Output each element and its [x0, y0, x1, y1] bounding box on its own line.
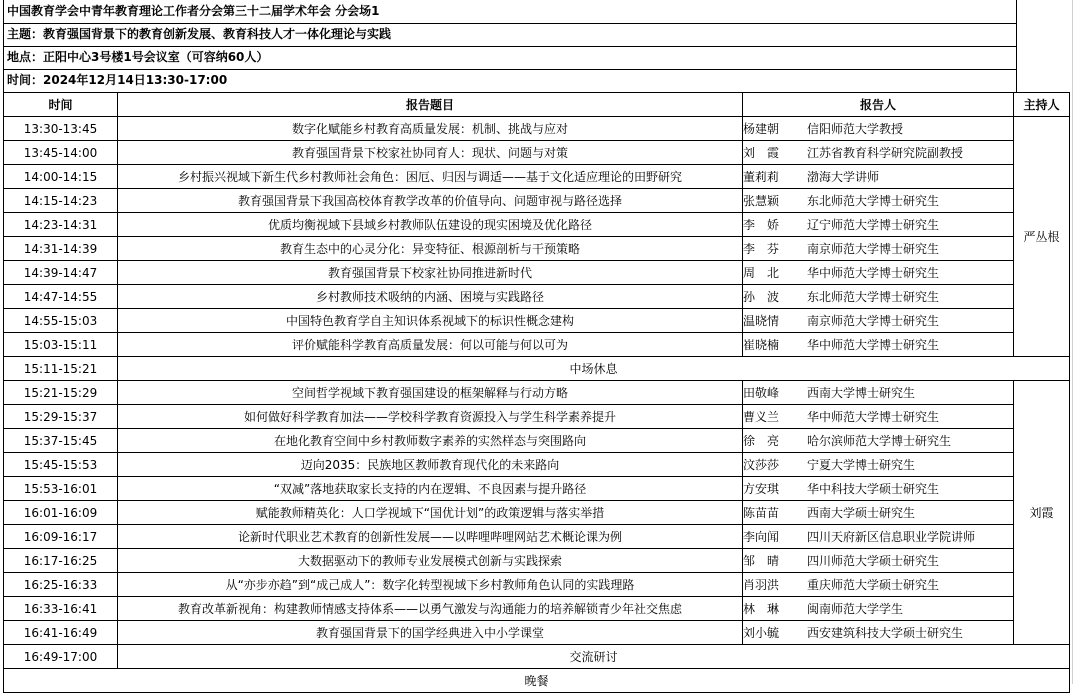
speaker-name: 张慧颖: [743, 193, 780, 208]
table-row: [4, 501, 1070, 525]
speaker-name: 方安琪: [743, 481, 780, 496]
report-title: 赋能教师精英化：人口学视域下“国优计划”的政策逻辑与落实举措: [118, 501, 743, 525]
session-time: 15:45-15:53: [4, 453, 118, 477]
speaker-affiliation: 南京师范大学博士研究生: [807, 313, 940, 328]
speaker-name: 董莉莉: [743, 169, 780, 184]
table-row: [4, 117, 1070, 141]
report-title: 乡村教师技术吸纳的内涵、困境与实践路径: [118, 285, 743, 309]
speaker-affiliation: 渤海大学讲师: [807, 169, 880, 184]
speaker-cell: [743, 453, 1014, 477]
column-header-topic: 报告题目: [118, 93, 743, 117]
table-row: [4, 453, 1070, 477]
session-time: 15:03-15:11: [4, 333, 118, 357]
speaker-name: 汶莎莎: [743, 457, 780, 472]
speaker-cell: [743, 429, 1014, 453]
table-row: [4, 333, 1070, 357]
border-left: [3, 0, 4, 92]
speaker-name: 崔晓楠: [743, 337, 780, 352]
speaker-name: 田敬峰: [743, 385, 780, 400]
report-title: 教育强国背景下校家社协同育人：现状、问题与对策: [118, 141, 743, 165]
column-header-host: 主持人: [1014, 93, 1070, 117]
table-row: [4, 237, 1070, 261]
session-time: 14:39-14:47: [4, 261, 118, 285]
location-line: 地点：正阳中心3号楼1号会议室（可容纳60人）: [7, 50, 269, 64]
speaker-affiliation: 东北师范大学博士研究生: [807, 193, 940, 208]
table-row: [4, 381, 1070, 405]
speaker-name: 李 芬: [743, 241, 780, 256]
session-time: 16:33-16:41: [4, 597, 118, 621]
session-host: 严丛根: [1014, 117, 1070, 357]
session-time: 15:37-15:45: [4, 429, 118, 453]
speaker-name: 孙 波: [743, 289, 780, 304]
table-row: [4, 405, 1070, 429]
speaker-cell: [743, 141, 1014, 165]
session-time: 14:15-14:23: [4, 189, 118, 213]
speaker-affiliation: 西南大学硕士研究生: [807, 505, 916, 520]
discussion-time: 16:49-17:00: [4, 645, 118, 669]
table-row: [4, 597, 1070, 621]
report-title: 教育强国背景下的国学经典进入中小学课堂: [118, 621, 743, 645]
break-time: 15:11-15:21: [4, 357, 118, 381]
speaker-name: 刘 霞: [743, 145, 780, 160]
report-title: 空间哲学视域下教育强国建设的框架解释与行动方略: [118, 381, 743, 405]
table-row: [4, 477, 1070, 501]
column-gridline: [1072, 0, 1073, 684]
speaker-name: 刘小毓: [743, 625, 780, 640]
report-title: 在地化教育空间中乡村教师数字素养的实然样态与突围路向: [118, 429, 743, 453]
speaker-cell: [743, 117, 1014, 141]
session-time: 13:30-13:45: [4, 117, 118, 141]
speaker-cell: [743, 405, 1014, 429]
table-row: [4, 141, 1070, 165]
speaker-affiliation: 闽南师范大学学生: [807, 601, 904, 616]
speaker-cell: [743, 381, 1014, 405]
speaker-affiliation: 东北师范大学博士研究生: [807, 289, 940, 304]
table-header-row: [4, 93, 1070, 117]
theme-line: 主题：教育强国背景下的教育创新发展、教育科技人才一体化理论与实践: [7, 27, 392, 41]
speaker-cell: [743, 477, 1014, 501]
report-title: 数字化赋能乡村教育高质量发展：机制、挑战与应对: [118, 117, 743, 141]
speaker-affiliation: 宁夏大学博士研究生: [807, 457, 916, 472]
speaker-affiliation: 华中师范大学博士研究生: [807, 409, 940, 424]
speaker-name: 周 北: [743, 265, 780, 280]
report-title: 大数据驱动下的教师专业发展模式创新与实践探索: [118, 549, 743, 573]
speaker-affiliation: 西南大学博士研究生: [807, 385, 916, 400]
speaker-name: 杨建朝: [743, 121, 780, 136]
dinner-row: [4, 669, 1070, 693]
report-title: 教育强国背景下我国高校体育教学改革的价值导向、问题审视与路径选择: [118, 189, 743, 213]
speaker-cell: [743, 237, 1014, 261]
speaker-name: 肖羽洪: [743, 577, 780, 592]
session-time: 13:45-14:00: [4, 141, 118, 165]
session-time: 16:25-16:33: [4, 573, 118, 597]
session-time: 16:01-16:09: [4, 501, 118, 525]
table-row: [4, 429, 1070, 453]
speaker-cell: [743, 597, 1014, 621]
speaker-cell: [743, 165, 1014, 189]
session-time: 16:17-16:25: [4, 549, 118, 573]
break-label: 中场休息: [118, 357, 1070, 381]
speaker-name: 曹义兰: [743, 409, 780, 424]
report-title: 中国特色教育学自主知识体系视域下的标识性概念建构: [118, 309, 743, 333]
report-title: 教育生态中的心灵分化：异变特征、根源剖析与干预策略: [118, 237, 743, 261]
speaker-affiliation: 华中师范大学博士研究生: [807, 265, 940, 280]
table-row: [4, 549, 1070, 573]
speaker-name: 邹 晴: [743, 553, 780, 568]
table-row: [4, 189, 1070, 213]
table-row: [4, 573, 1070, 597]
speaker-name: 温晓情: [743, 313, 780, 328]
speaker-affiliation: 四川师范大学硕士研究生: [807, 553, 940, 568]
session-time: 15:21-15:29: [4, 381, 118, 405]
discussion-label: 交流研讨: [118, 645, 1070, 669]
discussion-row: [4, 645, 1070, 669]
session-host: 刘霞: [1014, 381, 1070, 645]
speaker-name: 陈苗苗: [743, 505, 780, 520]
time-line: 时间：2024年12月14日13:30-17:00: [7, 73, 228, 87]
report-title: 优质均衡视域下县域乡村教师队伍建设的现实困境及优化路径: [118, 213, 743, 237]
report-title: 从“亦步亦趋”到“成己成人”：数字化转型视域下乡村教师角色认同的实践理路: [118, 573, 743, 597]
session-time: 15:29-15:37: [4, 405, 118, 429]
session-time: 16:09-16:17: [4, 525, 118, 549]
speaker-cell: [743, 525, 1014, 549]
report-title: 教育强国背景下校家社协同推进新时代: [118, 261, 743, 285]
session-time: 14:23-14:31: [4, 213, 118, 237]
speaker-name: 李 娇: [743, 217, 780, 232]
speaker-affiliation: 华中科技大学硕士研究生: [807, 481, 940, 496]
table-row: [4, 285, 1070, 309]
border-right: [1016, 0, 1017, 92]
speaker-name: 林 琳: [743, 601, 780, 616]
speaker-cell: [743, 309, 1014, 333]
speaker-affiliation: 西安建筑科技大学硕士研究生: [807, 625, 964, 640]
speaker-cell: [743, 213, 1014, 237]
speaker-affiliation: 信阳师范大学教授: [807, 121, 904, 136]
session-time: 14:31-14:39: [4, 237, 118, 261]
report-title: 迈向2035：民族地区教师教育现代化的未来路向: [118, 453, 743, 477]
speaker-cell: [743, 621, 1014, 645]
session-time: 14:00-14:15: [4, 165, 118, 189]
speaker-cell: [743, 189, 1014, 213]
report-title: 如何做好科学教育加法——学校科学教育资源投入与学生科学素养提升: [118, 405, 743, 429]
session-time: 15:53-16:01: [4, 477, 118, 501]
table-row: [4, 261, 1070, 285]
table-row: [4, 309, 1070, 333]
speaker-affiliation: 哈尔滨师范大学博士研究生: [807, 433, 952, 448]
report-title: 评价赋能科学教育高质量发展：何以可能与何以可为: [118, 333, 743, 357]
speaker-affiliation: 南京师范大学博士研究生: [807, 241, 940, 256]
speaker-affiliation: 四川天府新区信息职业学院讲师: [807, 529, 976, 544]
schedule-table: [3, 92, 1070, 693]
report-title: 乡村振兴视域下新生代乡村教师社会角色：困厄、归因与调适——基于文化适应理论的田野研究: [118, 165, 743, 189]
table-row: [4, 525, 1070, 549]
session-time: 14:55-15:03: [4, 309, 118, 333]
speaker-name: 李向闻: [743, 529, 780, 544]
speaker-cell: [743, 285, 1014, 309]
speaker-cell: [743, 501, 1014, 525]
speaker-cell: [743, 549, 1014, 573]
table-row: [4, 213, 1070, 237]
speaker-cell: [743, 333, 1014, 357]
conference-title: 中国教育学会中青年教育理论工作者分会第三十二届学术年会 分会场1: [7, 4, 380, 18]
speaker-affiliation: 江苏省教育科学研究院副教授: [807, 145, 964, 160]
speaker-affiliation: 辽宁师范大学博士研究生: [807, 217, 940, 232]
dinner-label: 晚餐: [4, 669, 1070, 693]
break-row: [4, 357, 1070, 381]
speaker-affiliation: 重庆师范大学硕士研究生: [807, 577, 940, 592]
speaker-name: 徐 亮: [743, 433, 780, 448]
report-title: “双减”落地获取家长支持的内在逻辑、不良因素与提升路径: [118, 477, 743, 501]
column-header-speaker: 报告人: [743, 93, 1014, 117]
session-time: 14:47-14:55: [4, 285, 118, 309]
table-row: [4, 621, 1070, 645]
column-header-time: 时间: [4, 93, 118, 117]
report-title: 论新时代职业艺术教育的创新性发展——以哔哩哔哩网站艺术概论课为例: [118, 525, 743, 549]
session-time: 16:41-16:49: [4, 621, 118, 645]
speaker-cell: [743, 573, 1014, 597]
table-row: [4, 165, 1070, 189]
report-title: 教育改革新视角：构建教师情感支持体系——以勇气激发与沟通能力的培养解锁青少年社交焦虑: [118, 597, 743, 621]
speaker-cell: [743, 261, 1014, 285]
speaker-affiliation: 华中师范大学博士研究生: [807, 337, 940, 352]
